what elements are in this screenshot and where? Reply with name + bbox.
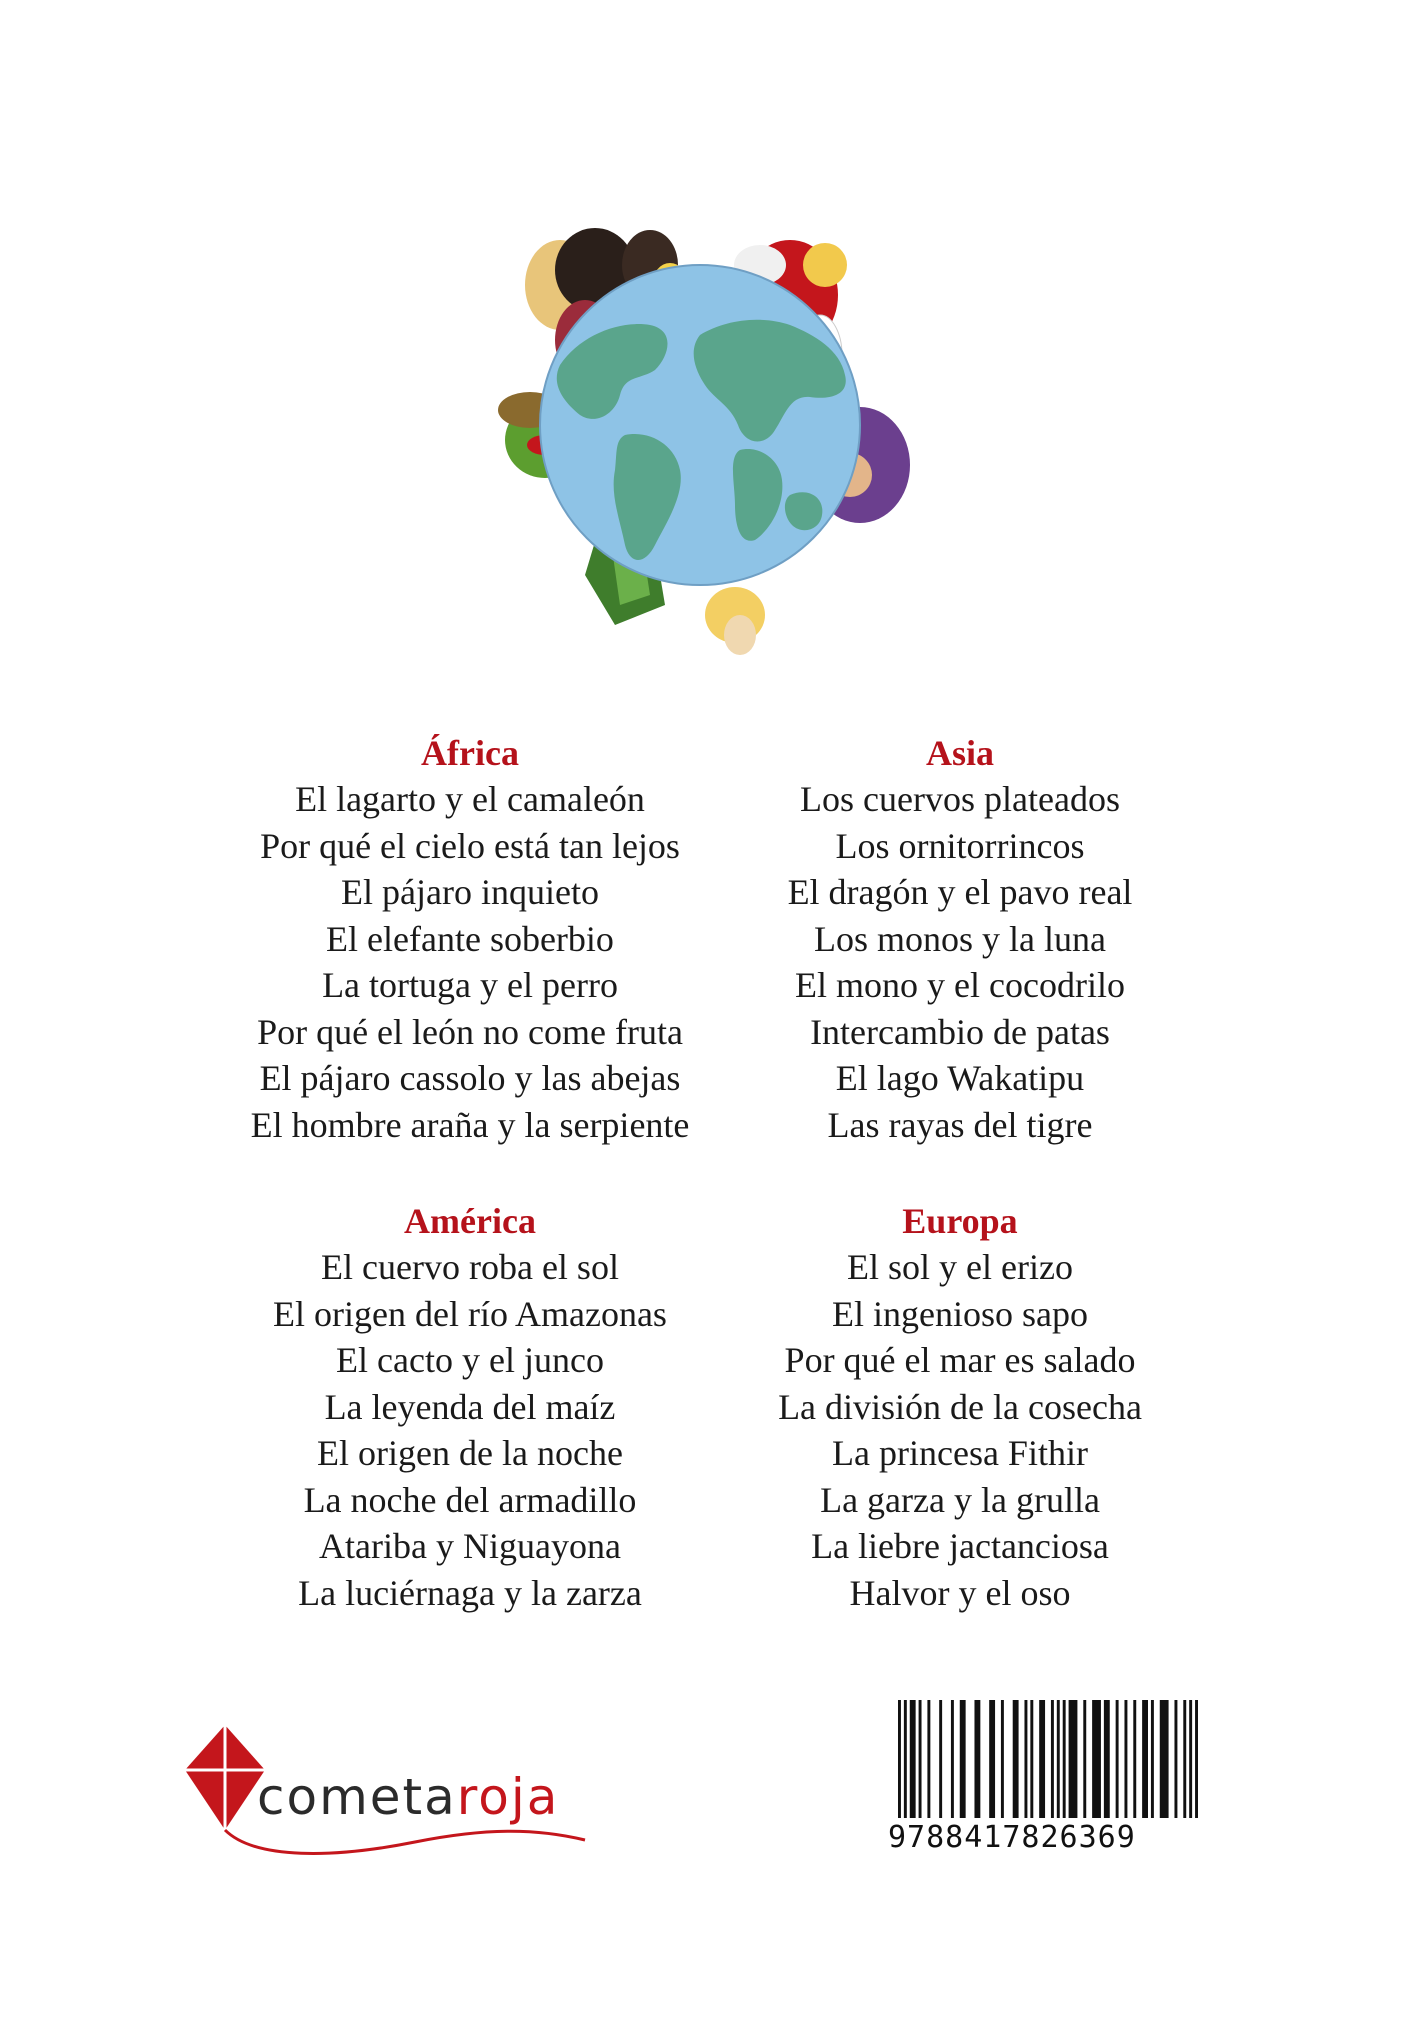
story-item: Atariba y Niguayona (319, 1526, 621, 1566)
story-list-africa (190, 776, 750, 1148)
story-item: La liebre jactanciosa (811, 1526, 1109, 1566)
story-item: El mono y el cocodrilo (795, 965, 1125, 1005)
barcode-bar (1160, 1700, 1169, 1818)
section-title-america: América (404, 1201, 536, 1241)
story-item: La leyenda del maíz (324, 1386, 616, 1427)
story-item: Por qué el león no come fruta (257, 1011, 683, 1052)
barcode-bar (910, 1700, 916, 1818)
barcode-bar (1069, 1700, 1078, 1818)
barcode-bar (898, 1700, 901, 1818)
story-item: Los ornitorrincos (835, 825, 1085, 866)
barcode-bar (1030, 1700, 1033, 1818)
story-item: Por qué el cielo está tan lejos (260, 825, 680, 866)
story-item: El ingenioso sapo (832, 1293, 1088, 1334)
barcode-bar (919, 1700, 922, 1818)
barcode-bar (1083, 1700, 1086, 1818)
story-item: Las rayas del tigre (827, 1104, 1093, 1145)
barcode-bar (904, 1700, 907, 1818)
story-item: La noche del armadillo (303, 1479, 637, 1520)
section-title-asia: Asia (925, 733, 994, 773)
globe (540, 265, 860, 585)
isbn-number: 9788417826369 (888, 1820, 1136, 1855)
story-item: Halvor y el oso (849, 1572, 1071, 1613)
story-item: La tortuga y el perro (322, 965, 618, 1005)
story-list-asia (680, 776, 1240, 1148)
barcode-bar (989, 1700, 995, 1818)
section-africa (190, 730, 750, 1148)
section-europa (680, 1198, 1240, 1616)
barcode-bar (951, 1700, 954, 1818)
isbn-barcode (888, 1700, 1208, 1858)
story-item: El lagarto y el camaleón (295, 779, 645, 819)
barcode-bar (1013, 1700, 1019, 1818)
section-title-africa: África (421, 733, 519, 773)
story-item: El hombre araña y la serpiente (250, 1104, 690, 1145)
story-item: El elefante soberbio (326, 918, 614, 959)
barcode-bar (1189, 1700, 1192, 1818)
story-item: El cuervo roba el sol (321, 1247, 619, 1287)
barcode-bar (974, 1700, 980, 1818)
story-item: El sol y el erizo (847, 1247, 1073, 1287)
barcode-bar (939, 1700, 942, 1818)
barcode-bar (1001, 1700, 1004, 1818)
story-item: El origen del río Amazonas (273, 1293, 667, 1334)
barcode-bars (888, 1700, 1208, 1818)
barcode-bar (1063, 1700, 1066, 1818)
story-item: El pájaro cassolo y las abejas (259, 1058, 681, 1098)
story-item: El pájaro inquieto (341, 872, 599, 912)
barcode-bar (1151, 1700, 1154, 1818)
barcode-bar (1039, 1700, 1045, 1818)
barcode-bar (1195, 1700, 1198, 1818)
story-item: La garza y la grulla (820, 1479, 1100, 1520)
barcode-bar (1133, 1700, 1136, 1818)
globe-with-children-icon (490, 225, 910, 665)
globe-illustration (490, 225, 910, 665)
publisher-name-part1: cometa (257, 1768, 457, 1826)
barcode-bar (1024, 1700, 1027, 1818)
story-item: El origen de la noche (317, 1433, 623, 1473)
story-item: Los monos y la luna (814, 918, 1106, 959)
barcode-bar (1183, 1700, 1186, 1818)
story-item: El cacto y el junco (336, 1340, 604, 1380)
story-item: El dragón y el pavo real (787, 872, 1133, 912)
section-title-europa: Europa (902, 1201, 1018, 1241)
barcode-bar (960, 1700, 966, 1818)
publisher-name (257, 1768, 559, 1826)
barcode-bar (1124, 1700, 1127, 1818)
barcode-bar (1142, 1700, 1148, 1818)
story-item: La luciérnaga y la zarza (298, 1572, 642, 1613)
section-asia (680, 730, 1240, 1148)
story-item: La división de la cosecha (778, 1386, 1142, 1427)
barcode-bar (1092, 1700, 1101, 1818)
barcode-bar (1116, 1700, 1119, 1818)
barcode-bar (1051, 1700, 1054, 1818)
story-list-america (190, 1244, 750, 1616)
story-item: Intercambio de patas (810, 1011, 1110, 1052)
story-item: La princesa Fithir (832, 1433, 1088, 1473)
story-list-europa (680, 1244, 1240, 1616)
barcode-bar (1104, 1700, 1110, 1818)
barcode-bar (927, 1700, 930, 1818)
story-item: El lago Wakatipu (835, 1058, 1085, 1098)
story-item: Por qué el mar es salado (784, 1340, 1136, 1380)
barcode-bar (1174, 1700, 1177, 1818)
barcode-bar (1057, 1700, 1060, 1818)
section-america (190, 1198, 750, 1616)
publisher-logo (185, 1710, 605, 1860)
story-item: Los cuervos plateados (800, 779, 1120, 819)
publisher-name-part2: roja (456, 1768, 560, 1826)
